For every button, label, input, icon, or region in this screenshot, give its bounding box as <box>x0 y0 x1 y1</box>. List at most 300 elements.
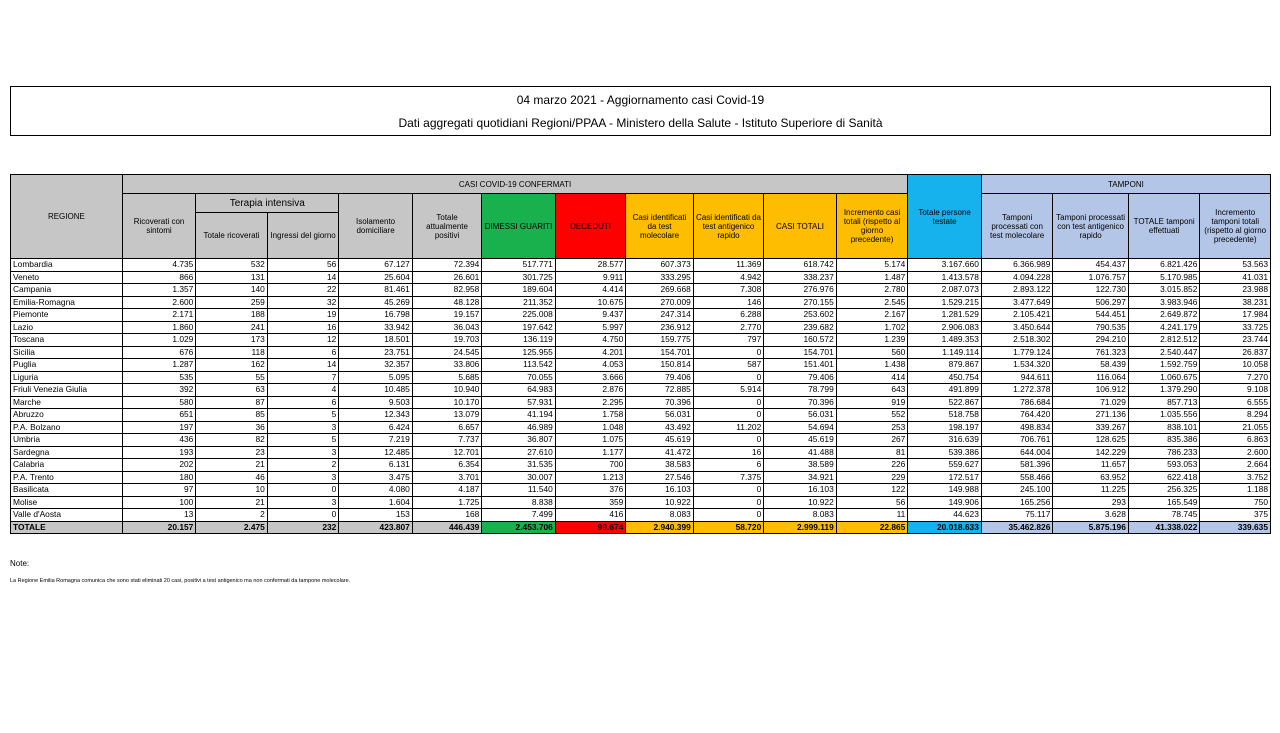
data-cell: 293 <box>1053 496 1129 509</box>
report-title: 04 marzo 2021 - Aggiornamento casi Covid-19 <box>516 93 765 107</box>
data-cell: 36.043 <box>412 321 481 334</box>
data-cell: 16.798 <box>339 309 413 322</box>
data-cell: 197.642 <box>482 321 556 334</box>
data-cell: 5 <box>267 409 339 422</box>
data-cell: 607.373 <box>626 259 693 272</box>
data-cell: 4.750 <box>555 334 625 347</box>
data-cell: 100 <box>122 496 196 509</box>
data-cell: 28.577 <box>555 259 625 272</box>
data-cell: 247.314 <box>626 309 693 322</box>
data-cell: 78.745 <box>1128 509 1200 522</box>
data-cell: 4.735 <box>122 259 196 272</box>
data-cell: 23.988 <box>1200 284 1271 297</box>
data-cell: 7.308 <box>693 284 763 297</box>
data-cell: 1.048 <box>555 421 625 434</box>
incremento-header: Incremento casi totali (rispetto al giorno precedente) <box>836 194 908 259</box>
data-cell: 919 <box>836 396 908 409</box>
data-cell: 85 <box>196 409 268 422</box>
total-cell: 41.338.022 <box>1128 521 1200 534</box>
data-cell: 11.657 <box>1053 459 1129 472</box>
data-cell: 706.761 <box>981 434 1053 447</box>
data-cell: 1.287 <box>122 359 196 372</box>
data-cell: 1.239 <box>836 334 908 347</box>
data-cell: 11.369 <box>693 259 763 272</box>
data-cell: 1.725 <box>412 496 481 509</box>
data-cell: 81.461 <box>339 284 413 297</box>
data-cell: 57.931 <box>482 396 556 409</box>
data-cell: 16 <box>267 321 339 334</box>
data-cell: 622.418 <box>1128 471 1200 484</box>
data-cell: 1.213 <box>555 471 625 484</box>
data-cell: 866 <box>122 271 196 284</box>
data-cell: 245.100 <box>981 484 1053 497</box>
data-cell: 3.015.852 <box>1128 284 1200 297</box>
table-row <box>11 409 1271 422</box>
data-cell: 36.807 <box>482 434 556 447</box>
data-cell: 16.103 <box>626 484 693 497</box>
data-cell: 333.295 <box>626 271 693 284</box>
tamponi-totale-header: TOTALE tamponi effettuati <box>1128 194 1200 259</box>
data-cell: 535 <box>122 371 196 384</box>
data-cell: 2.295 <box>555 396 625 409</box>
data-cell: 149.906 <box>908 496 982 509</box>
data-cell: 5.685 <box>412 371 481 384</box>
data-cell: 267 <box>836 434 908 447</box>
data-cell: 0 <box>693 371 763 384</box>
data-cell: 44.623 <box>908 509 982 522</box>
data-cell: 294.210 <box>1053 334 1129 347</box>
data-cell: 154.701 <box>626 346 693 359</box>
data-cell: 5.914 <box>693 384 763 397</box>
data-cell: 48.128 <box>412 296 481 309</box>
data-cell: 17.984 <box>1200 309 1271 322</box>
data-cell: 944.611 <box>981 371 1053 384</box>
data-cell: 376 <box>555 484 625 497</box>
data-cell: 1.534.320 <box>981 359 1053 372</box>
data-cell: 761.323 <box>1053 346 1129 359</box>
region-name-cell: Lazio <box>11 321 123 334</box>
data-cell: 8.083 <box>626 509 693 522</box>
data-cell: 276.976 <box>764 284 837 297</box>
region-name-cell: Veneto <box>11 271 123 284</box>
data-cell: 0 <box>693 496 763 509</box>
data-cell: 2.770 <box>693 321 763 334</box>
data-cell: 128.625 <box>1053 434 1129 447</box>
data-cell: 2.167 <box>836 309 908 322</box>
data-cell: 253 <box>836 421 908 434</box>
data-cell: 0 <box>267 509 339 522</box>
table-row <box>11 459 1271 472</box>
data-cell: 3 <box>267 421 339 434</box>
data-cell: 165.256 <box>981 496 1053 509</box>
data-cell: 38.231 <box>1200 296 1271 309</box>
data-cell: 38.589 <box>764 459 837 472</box>
data-cell: 5.095 <box>339 371 413 384</box>
data-cell: 79.406 <box>626 371 693 384</box>
data-cell: 8.083 <box>764 509 837 522</box>
table-row <box>11 296 1271 309</box>
data-cell: 10.922 <box>626 496 693 509</box>
data-cell: 150.814 <box>626 359 693 372</box>
data-cell: 450.754 <box>908 371 982 384</box>
data-cell: 45.619 <box>626 434 693 447</box>
data-cell: 2.780 <box>836 284 908 297</box>
data-cell: 0 <box>693 396 763 409</box>
total-cell: 20.018.633 <box>908 521 982 534</box>
data-cell: 31.535 <box>482 459 556 472</box>
data-cell: 6.131 <box>339 459 413 472</box>
data-cell: 414 <box>836 371 908 384</box>
data-cell: 10.058 <box>1200 359 1271 372</box>
data-cell: 24.545 <box>412 346 481 359</box>
data-cell: 2.664 <box>1200 459 1271 472</box>
data-cell: 5.997 <box>555 321 625 334</box>
region-name-cell: Sardegna <box>11 446 123 459</box>
data-cell: 202 <box>122 459 196 472</box>
data-cell: 173 <box>196 334 268 347</box>
data-cell: 1.177 <box>555 446 625 459</box>
data-cell: 316.639 <box>908 434 982 447</box>
data-cell: 4.187 <box>412 484 481 497</box>
data-cell: 4.094.228 <box>981 271 1053 284</box>
data-cell: 12.343 <box>339 409 413 422</box>
data-cell: 790.535 <box>1053 321 1129 334</box>
data-cell: 56 <box>267 259 339 272</box>
data-cell: 593.053 <box>1128 459 1200 472</box>
data-cell: 70.396 <box>764 396 837 409</box>
region-header: REGIONE <box>11 175 123 259</box>
total-cell: 20.157 <box>122 521 196 534</box>
data-cell: 0 <box>693 346 763 359</box>
data-cell: 159.775 <box>626 334 693 347</box>
data-cell: 1.060.675 <box>1128 371 1200 384</box>
data-cell: 4.942 <box>693 271 763 284</box>
casi-totali-header: CASI TOTALI <box>764 194 837 259</box>
data-cell: 11 <box>836 509 908 522</box>
data-cell: 4.201 <box>555 346 625 359</box>
data-cell: 4.241.179 <box>1128 321 1200 334</box>
data-cell: 9.437 <box>555 309 625 322</box>
data-cell: 64.983 <box>482 384 556 397</box>
data-cell: 180 <box>122 471 196 484</box>
data-cell: 558.466 <box>981 471 1053 484</box>
data-cell: 118 <box>196 346 268 359</box>
data-cell: 12 <box>267 334 339 347</box>
data-cell: 23.744 <box>1200 334 1271 347</box>
data-cell: 16 <box>693 446 763 459</box>
data-cell: 10.922 <box>764 496 837 509</box>
data-cell: 10.675 <box>555 296 625 309</box>
total-cell: 99.674 <box>555 521 625 534</box>
total-cell: 423.807 <box>339 521 413 534</box>
data-cell: 18.501 <box>339 334 413 347</box>
data-cell: 1.075 <box>555 434 625 447</box>
data-cell: 146 <box>693 296 763 309</box>
data-cell: 41.472 <box>626 446 693 459</box>
data-cell: 2.171 <box>122 309 196 322</box>
table-row <box>11 471 1271 484</box>
data-cell: 2.105.421 <box>981 309 1053 322</box>
total-cell: 2.940.399 <box>626 521 693 534</box>
data-cell: 45.619 <box>764 434 837 447</box>
data-cell: 19 <box>267 309 339 322</box>
data-cell: 1.860 <box>122 321 196 334</box>
region-name-cell: Emilia-Romagna <box>11 296 123 309</box>
data-cell: 3.477.649 <box>981 296 1053 309</box>
total-cell: 446.439 <box>412 521 481 534</box>
data-cell: 10.940 <box>412 384 481 397</box>
data-cell: 113.542 <box>482 359 556 372</box>
data-cell: 46.989 <box>482 421 556 434</box>
data-cell: 253.602 <box>764 309 837 322</box>
data-cell: 2.545 <box>836 296 908 309</box>
data-cell: 30.007 <box>482 471 556 484</box>
data-cell: 4.080 <box>339 484 413 497</box>
data-cell: 644.004 <box>981 446 1053 459</box>
note-label: Note: <box>10 559 30 568</box>
data-cell: 6.555 <box>1200 396 1271 409</box>
region-name-cell: Puglia <box>11 359 123 372</box>
data-cell: 153 <box>339 509 413 522</box>
data-cell: 70.055 <box>482 371 556 384</box>
data-cell: 239.682 <box>764 321 837 334</box>
region-name-cell: Umbria <box>11 434 123 447</box>
data-cell: 54.694 <box>764 421 837 434</box>
table-row <box>11 421 1271 434</box>
data-cell: 518.758 <box>908 409 982 422</box>
data-cell: 1.529.215 <box>908 296 982 309</box>
total-label-cell: TOTALE <box>11 521 123 534</box>
data-cell: 6 <box>267 346 339 359</box>
data-cell: 517.771 <box>482 259 556 272</box>
confirmed-group-header: CASI COVID-19 CONFERMATI <box>122 175 908 194</box>
data-cell: 359 <box>555 496 625 509</box>
total-cell: 58.720 <box>693 521 763 534</box>
data-cell: 786.233 <box>1128 446 1200 459</box>
region-name-cell: Liguria <box>11 371 123 384</box>
data-cell: 122 <box>836 484 908 497</box>
data-cell: 27.546 <box>626 471 693 484</box>
data-cell: 14 <box>267 271 339 284</box>
data-cell: 11.540 <box>482 484 556 497</box>
data-cell: 12.485 <box>339 446 413 459</box>
data-cell: 225.008 <box>482 309 556 322</box>
data-cell: 36 <box>196 421 268 434</box>
data-cell: 339.267 <box>1053 421 1129 434</box>
report-title-box <box>10 86 1271 136</box>
region-name-cell: Sicilia <box>11 346 123 359</box>
data-cell: 2.540.447 <box>1128 346 1200 359</box>
table-row <box>11 346 1271 359</box>
data-cell: 13 <box>122 509 196 522</box>
data-cell: 1.272.378 <box>981 384 1053 397</box>
data-cell: 172.517 <box>908 471 982 484</box>
data-cell: 241 <box>196 321 268 334</box>
data-cell: 136.119 <box>482 334 556 347</box>
total-cell: 339.635 <box>1200 521 1271 534</box>
data-cell: 269.668 <box>626 284 693 297</box>
data-cell: 19.703 <box>412 334 481 347</box>
data-cell: 4 <box>267 384 339 397</box>
deceduti-header: DECEDUTI <box>555 194 625 259</box>
data-cell: 55 <box>196 371 268 384</box>
region-name-cell: Marche <box>11 396 123 409</box>
table-row <box>11 509 1271 522</box>
data-cell: 236.912 <box>626 321 693 334</box>
data-cell: 1.413.578 <box>908 271 982 284</box>
data-cell: 0 <box>693 409 763 422</box>
report-subtitle: Dati aggregati quotidiani Regioni/PPAA - Ministero della Salute - Istituto Superiore di Sanità <box>398 116 883 130</box>
icu-group-header: Terapia intensiva <box>196 194 339 213</box>
isolamento-header: Isolamento domiciliare <box>339 194 413 259</box>
data-cell: 0 <box>267 484 339 497</box>
data-cell: 81 <box>836 446 908 459</box>
data-cell: 25.604 <box>339 271 413 284</box>
molecolare-header: Casi identificati da test molecolare <box>626 194 693 259</box>
table-row <box>11 371 1271 384</box>
data-cell: 338.237 <box>764 271 837 284</box>
data-cell: 32 <box>267 296 339 309</box>
data-cell: 140 <box>196 284 268 297</box>
total-cell: 2.475 <box>196 521 268 534</box>
persone-testate-header: Totale persone testate <box>908 175 982 259</box>
data-cell: 23.751 <box>339 346 413 359</box>
data-cell: 162 <box>196 359 268 372</box>
data-cell: 580 <box>122 396 196 409</box>
data-cell: 2.649.872 <box>1128 309 1200 322</box>
data-cell: 1.487 <box>836 271 908 284</box>
data-cell: 498.834 <box>981 421 1053 434</box>
data-cell: 2.600 <box>1200 446 1271 459</box>
data-cell: 33.942 <box>339 321 413 334</box>
data-cell: 375 <box>1200 509 1271 522</box>
data-cell: 188 <box>196 309 268 322</box>
data-cell: 12.701 <box>412 446 481 459</box>
data-cell: 67.127 <box>339 259 413 272</box>
data-cell: 2.893.122 <box>981 284 1053 297</box>
data-cell: 6.821.426 <box>1128 259 1200 272</box>
data-cell: 301.725 <box>482 271 556 284</box>
data-cell: 539.386 <box>908 446 982 459</box>
tamponi-group-header: TAMPONI <box>981 175 1270 194</box>
data-cell: 142.229 <box>1053 446 1129 459</box>
region-name-cell: Campania <box>11 284 123 297</box>
data-cell: 3.983.946 <box>1128 296 1200 309</box>
data-cell: 3 <box>267 446 339 459</box>
data-cell: 125.955 <box>482 346 556 359</box>
data-cell: 2.906.083 <box>908 321 982 334</box>
data-cell: 21 <box>196 459 268 472</box>
data-cell: 41.194 <box>482 409 556 422</box>
data-cell: 131 <box>196 271 268 284</box>
table-row <box>11 334 1271 347</box>
data-cell: 532 <box>196 259 268 272</box>
data-cell: 1.702 <box>836 321 908 334</box>
region-name-cell: Lombardia <box>11 259 123 272</box>
data-cell: 2.087.073 <box>908 284 982 297</box>
total-cell: 22.865 <box>836 521 908 534</box>
data-cell: 79.406 <box>764 371 837 384</box>
data-cell: 651 <box>122 409 196 422</box>
data-cell: 6.863 <box>1200 434 1271 447</box>
data-cell: 559.627 <box>908 459 982 472</box>
data-cell: 7.219 <box>339 434 413 447</box>
data-cell: 53.563 <box>1200 259 1271 272</box>
data-cell: 72.885 <box>626 384 693 397</box>
data-cell: 116.064 <box>1053 371 1129 384</box>
data-cell: 1.035.556 <box>1128 409 1200 422</box>
data-cell: 9.911 <box>555 271 625 284</box>
data-cell: 5 <box>267 434 339 447</box>
data-cell: 764.420 <box>981 409 1053 422</box>
data-cell: 82 <box>196 434 268 447</box>
data-cell: 6.366.989 <box>981 259 1053 272</box>
data-cell: 32.357 <box>339 359 413 372</box>
data-cell: 70.396 <box>626 396 693 409</box>
data-cell: 75.117 <box>981 509 1053 522</box>
data-cell: 27.610 <box>482 446 556 459</box>
table-row <box>11 271 1271 284</box>
data-cell: 7 <box>267 371 339 384</box>
data-cell: 522.867 <box>908 396 982 409</box>
data-cell: 857.713 <box>1128 396 1200 409</box>
data-cell: 4.053 <box>555 359 625 372</box>
total-row <box>11 521 1271 534</box>
data-cell: 106.912 <box>1053 384 1129 397</box>
data-cell: 33.725 <box>1200 321 1271 334</box>
data-cell: 46 <box>196 471 268 484</box>
data-cell: 6 <box>693 459 763 472</box>
ricoverati-header: Ricoverati con sintomi <box>122 194 196 259</box>
region-name-cell: Toscana <box>11 334 123 347</box>
data-cell: 879.867 <box>908 359 982 372</box>
data-cell: 835.386 <box>1128 434 1200 447</box>
data-cell: 23 <box>196 446 268 459</box>
data-cell: 256.325 <box>1128 484 1200 497</box>
data-cell: 259 <box>196 296 268 309</box>
data-cell: 3.701 <box>412 471 481 484</box>
total-cell: 2.999.119 <box>764 521 837 534</box>
data-cell: 838.101 <box>1128 421 1200 434</box>
data-cell: 3.475 <box>339 471 413 484</box>
data-cell: 1.758 <box>555 409 625 422</box>
table-row <box>11 496 1271 509</box>
data-cell: 560 <box>836 346 908 359</box>
data-cell: 1.076.757 <box>1053 271 1129 284</box>
data-cell: 7.499 <box>482 509 556 522</box>
data-cell: 168 <box>412 509 481 522</box>
data-cell: 21.055 <box>1200 421 1271 434</box>
data-cell: 1.281.529 <box>908 309 982 322</box>
data-cell: 8.838 <box>482 496 556 509</box>
data-cell: 97 <box>122 484 196 497</box>
data-cell: 8.294 <box>1200 409 1271 422</box>
data-cell: 3 <box>267 471 339 484</box>
data-cell: 271.136 <box>1053 409 1129 422</box>
data-cell: 78.799 <box>764 384 837 397</box>
data-cell: 797 <box>693 334 763 347</box>
data-cell: 63.952 <box>1053 471 1129 484</box>
data-cell: 3.666 <box>555 371 625 384</box>
total-cell: 35.462.826 <box>981 521 1053 534</box>
data-cell: 1.489.353 <box>908 334 982 347</box>
data-cell: 14 <box>267 359 339 372</box>
region-name-cell: Friuli Venezia Giulia <box>11 384 123 397</box>
data-cell: 87 <box>196 396 268 409</box>
table-row <box>11 484 1271 497</box>
data-cell: 10.170 <box>412 396 481 409</box>
data-cell: 1.779.124 <box>981 346 1053 359</box>
